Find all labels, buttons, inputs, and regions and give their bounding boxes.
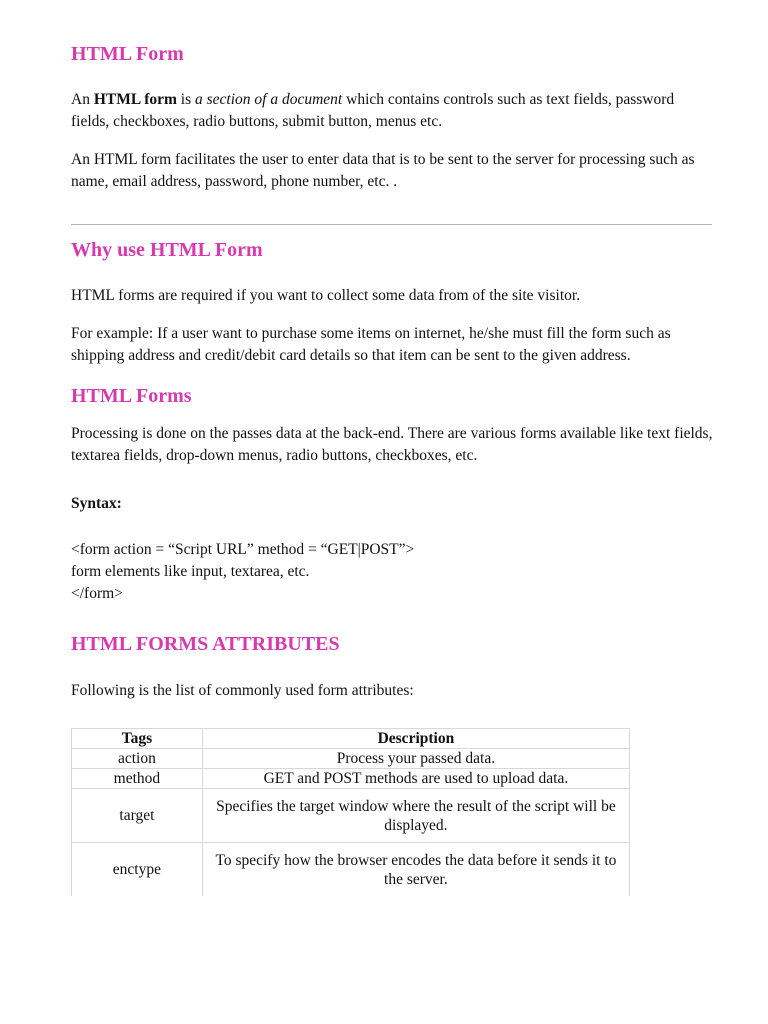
attributes-table <box>71 728 630 896</box>
html-form-purpose-paragraph: An HTML form facilitates the user to enter data that is to be sent to the server for processing such as name, email address, password, phone number, etc. . <box>71 151 695 190</box>
syntax-label: Syntax: <box>71 495 122 512</box>
column-header-tags: Tags <box>72 729 203 749</box>
syntax-code-line-2: form elements like input, textarea, etc. <box>71 563 310 580</box>
html-forms-paragraph: Processing is done on the passes data at the back-end. There are various forms available like text fields, textarea fields, drop-down menus, radio buttons, checkboxes, etc. <box>71 425 713 464</box>
description-cell: GET and POST methods are used to upload data. <box>202 769 629 789</box>
heading-html-forms: HTML Forms <box>71 385 192 407</box>
table-row <box>72 789 630 843</box>
section-divider <box>71 224 712 225</box>
table-row <box>72 749 630 769</box>
tag-cell: action <box>72 749 203 769</box>
definition-text-2: is <box>176 91 196 108</box>
heading-why-use-html-form: Why use HTML Form <box>71 239 263 261</box>
description-cell: To specify how the browser encodes the data before it sends it to the server. <box>202 843 629 897</box>
table-header-row <box>72 729 630 749</box>
heading-html-forms-attributes: HTML FORMS ATTRIBUTES <box>71 633 340 655</box>
definition-text-1: An <box>71 91 94 108</box>
attributes-intro: Following is the list of commonly used form attributes: <box>71 682 414 699</box>
column-header-description: Description <box>202 729 629 749</box>
syntax-code-line-1: <form action = “Script URL” method = “GET|POST”> <box>71 541 415 558</box>
description-cell: Process your passed data. <box>202 749 629 769</box>
syntax-code-line-3: </form> <box>71 585 123 602</box>
html-form-definition-paragraph <box>71 89 713 133</box>
description-cell: Specifies the target window where the result of the script will be displayed. <box>202 789 629 843</box>
definition-bold-term: HTML form <box>93 91 177 108</box>
heading-html-form: HTML Form <box>71 43 184 65</box>
tag-cell: target <box>72 789 203 843</box>
why-use-paragraph-2: For example: If a user want to purchase some items on internet, he/she must fill the form such as shipping address and credit/debit card details so that item can be sent to the given address. <box>71 325 671 364</box>
why-use-paragraph-1: HTML forms are required if you want to collect some data from of the site visitor. <box>71 287 581 304</box>
definition-italic-phrase: a section of a document <box>195 91 343 108</box>
definition-text-3: which contains controls such as text fields, password fields, checkboxes, radio buttons, submit button, menus etc. <box>71 91 675 130</box>
tag-cell: enctype <box>72 843 203 897</box>
tag-cell: method <box>72 769 203 789</box>
table-row <box>72 843 630 897</box>
table-row <box>72 769 630 789</box>
